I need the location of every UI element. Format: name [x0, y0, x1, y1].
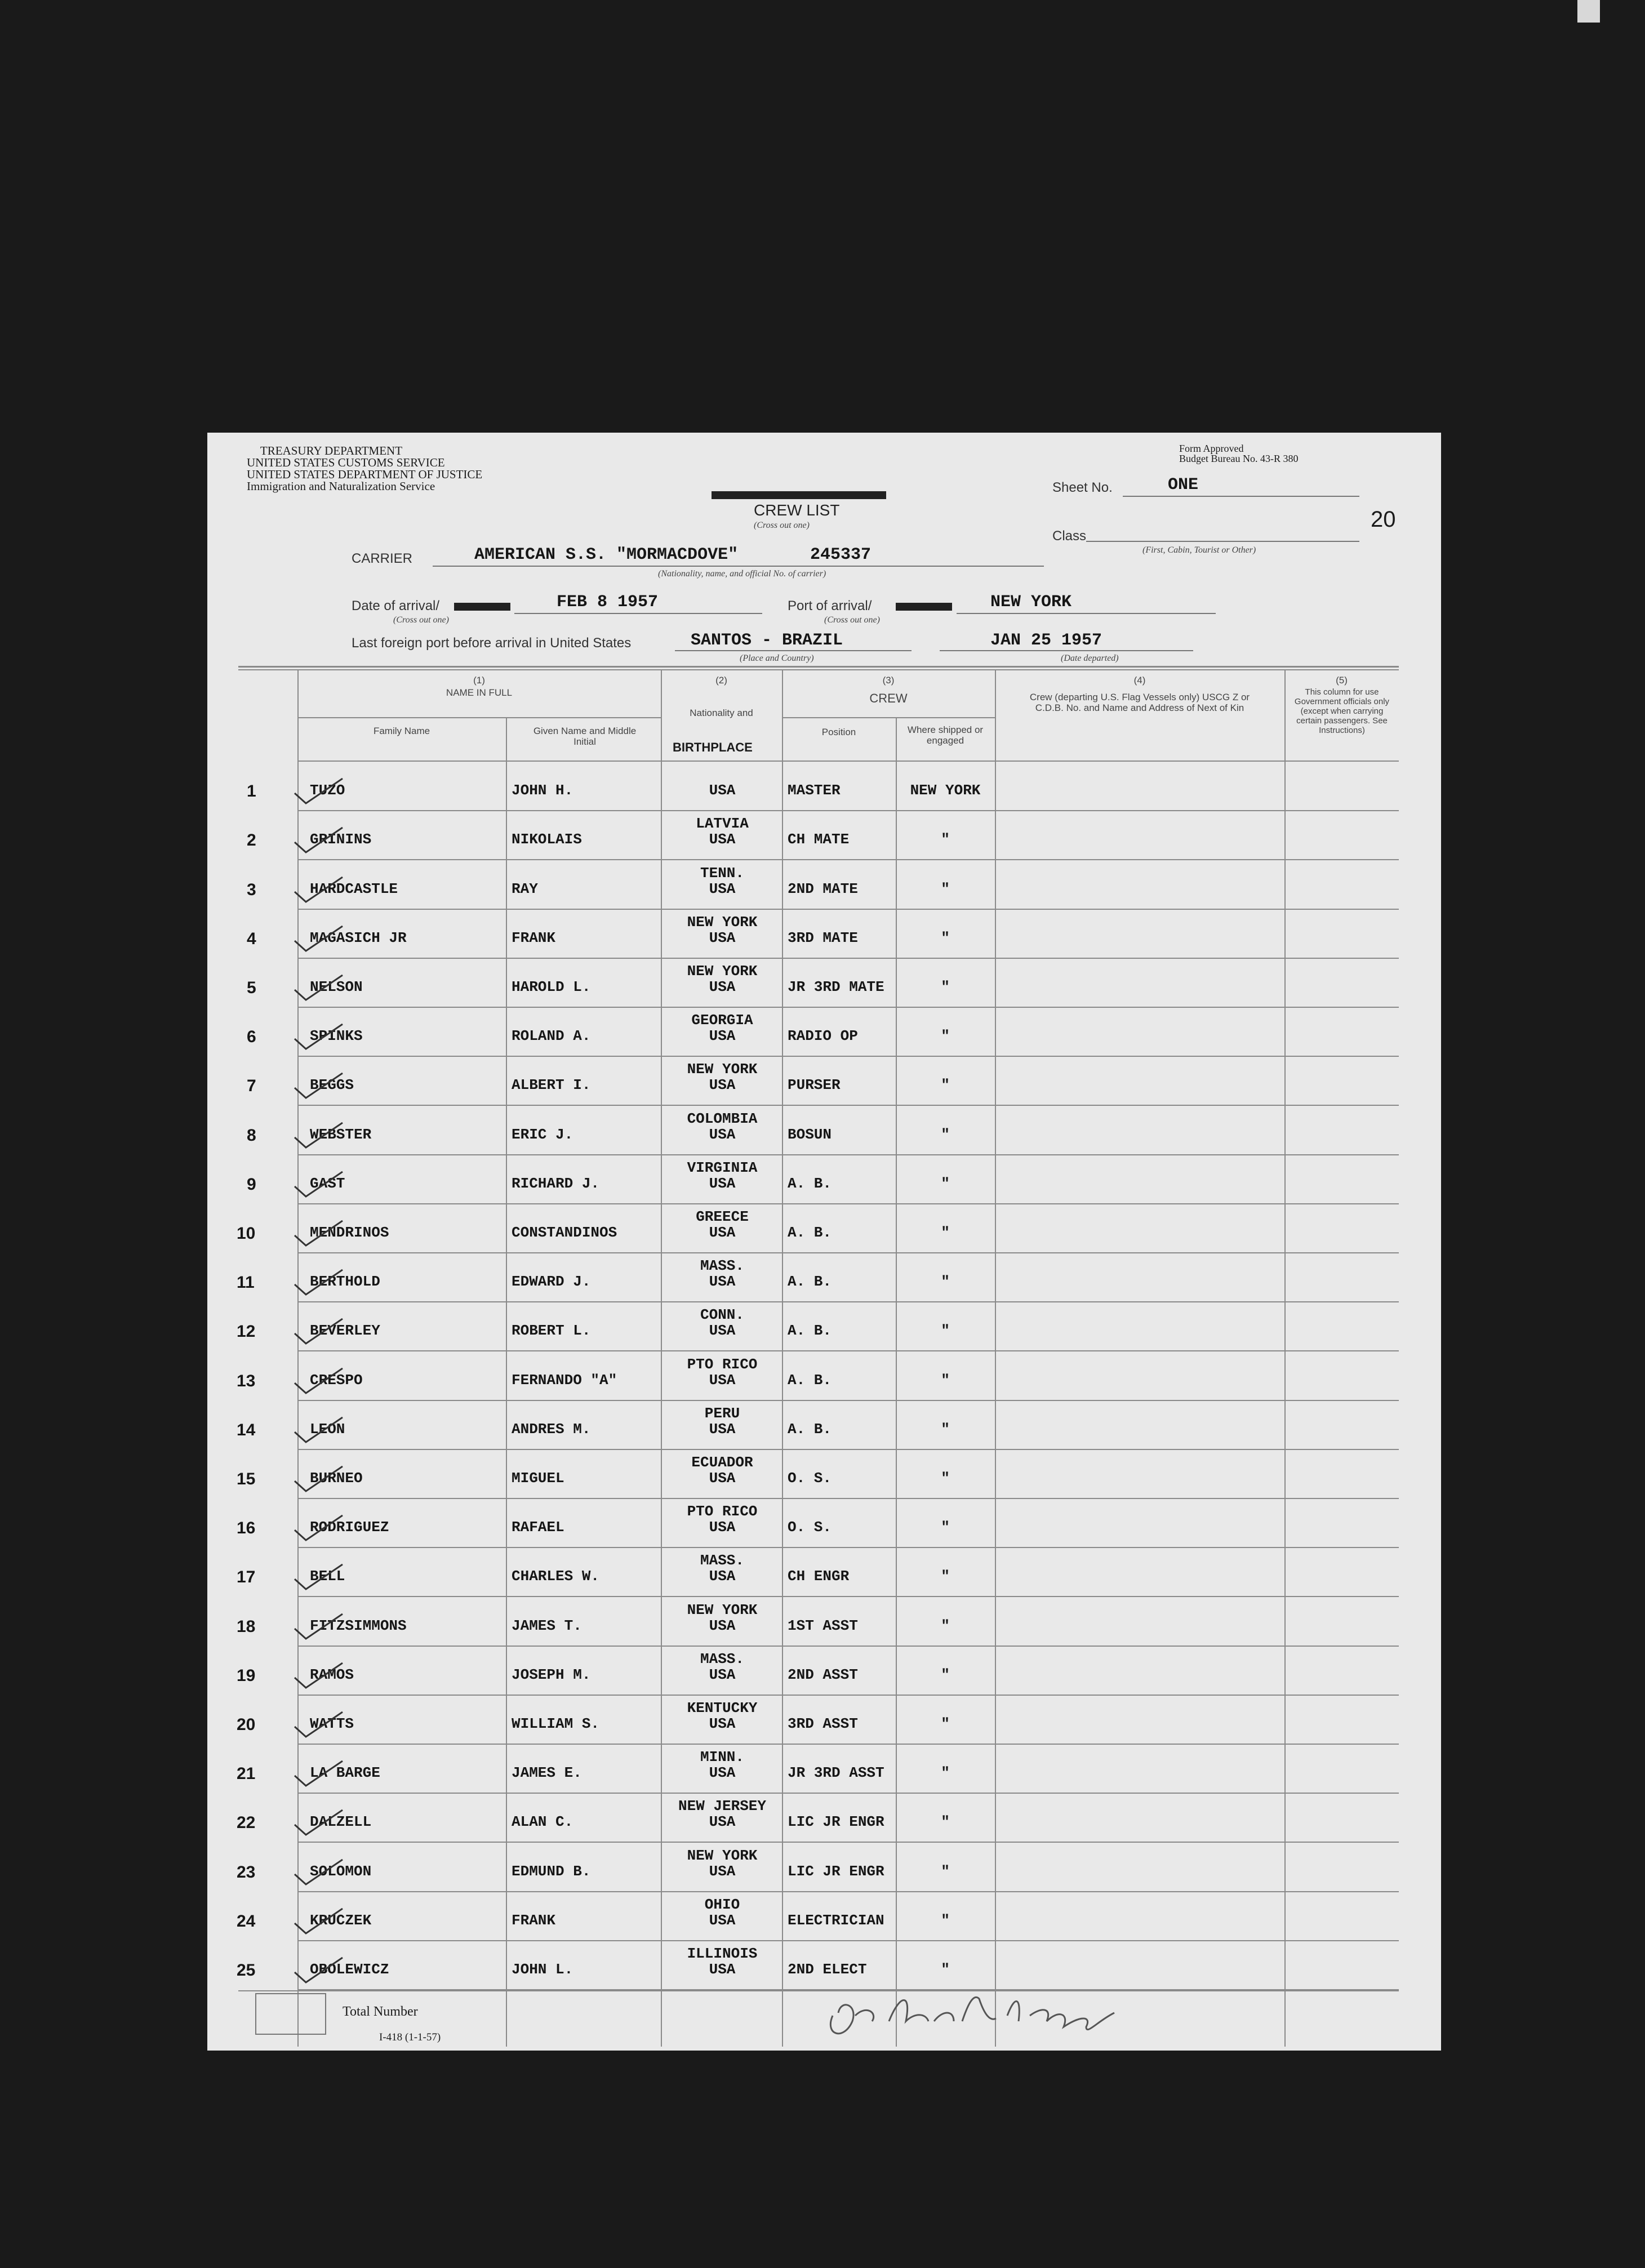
row-rule [297, 1646, 1399, 1647]
col-divider [661, 669, 662, 2047]
birthplace-line1: GEORGIA [691, 1012, 753, 1029]
where-shipped: " [941, 1077, 950, 1094]
where-shipped: " [941, 1911, 950, 1929]
given-name: EDWARD J. [512, 1273, 591, 1291]
row-number: 17 [237, 1568, 256, 1587]
birthplace-line2: USA [709, 1568, 736, 1585]
family-name: TUZO [310, 782, 345, 799]
arrival-port-redaction [896, 603, 952, 611]
given-name: CHARLES W. [512, 1568, 600, 1585]
row-number: 11 [237, 1273, 255, 1292]
where-shipped: " [941, 880, 950, 897]
dept-line: Immigration and Naturalization Service [247, 479, 435, 493]
position: A. B. [788, 1322, 832, 1340]
family-name: MAGASICH JR [310, 929, 407, 946]
table-top-rule-2 [238, 669, 1399, 670]
given-name: RICHARD J. [512, 1175, 600, 1192]
given-name: NIKOLAIS [512, 831, 582, 848]
birthplace-line1: NEW YORK [687, 913, 758, 931]
given-name: ROBERT L. [512, 1322, 591, 1340]
position: O. S. [788, 1519, 832, 1536]
col-divider [995, 669, 996, 2047]
page-title: CREW LIST [754, 501, 840, 519]
col-divider [506, 717, 507, 2047]
position: LIC JR ENGR [788, 1862, 884, 1880]
sheet-label: Sheet No. [1052, 480, 1113, 495]
family-name: FITZSIMMONS [310, 1617, 407, 1634]
where-shipped: " [941, 1371, 950, 1389]
position-header: Position [821, 727, 856, 737]
where-shipped: " [941, 1028, 950, 1045]
where-shipped: " [941, 1568, 950, 1585]
position: CH ENGR [788, 1568, 850, 1585]
given-name: JOSEPH M. [512, 1666, 591, 1683]
given-name: JOHN H. [512, 782, 573, 799]
birthplace-line2: USA [709, 1470, 736, 1487]
given-name: ANDRES M. [512, 1420, 591, 1438]
title-strike [712, 491, 886, 499]
birthplace-line2: USA [709, 1519, 736, 1536]
position: A. B. [788, 1175, 832, 1192]
name-header-rule [297, 717, 661, 718]
birthplace-line1: MASS. [700, 1650, 744, 1667]
where-shipped-header: Where shipped or engaged [907, 724, 984, 746]
birthplace-line1: PTO RICO [687, 1355, 758, 1373]
row-number: 6 [247, 1028, 256, 1047]
position: 2ND ELECT [788, 1961, 867, 1978]
row-rule [297, 1105, 1399, 1106]
where-shipped: " [941, 1617, 950, 1634]
birthplace-line1: NEW YORK [687, 1061, 758, 1078]
where-shipped: " [941, 1666, 950, 1683]
birthplace-line2: USA [709, 1224, 736, 1241]
row-number: 10 [237, 1224, 256, 1243]
carrier-label: CARRIER [352, 551, 413, 566]
birthplace-line2: USA [709, 831, 736, 848]
row-number: 13 [237, 1371, 256, 1390]
birthplace-line2: USA [709, 880, 736, 897]
col4-title: Crew (departing U.S. Flag Vessels only) USCG Z or C.D.B. No. and Name and Address of Next of Kin [1029, 692, 1250, 713]
family-name: WEBSTER [310, 1126, 372, 1143]
row-number: 18 [237, 1617, 256, 1636]
birthplace-line1: MINN. [700, 1749, 744, 1766]
birthplace-line2: USA [709, 1862, 736, 1880]
row-rule [297, 1203, 1399, 1204]
last-port-note: (Place and Country) [740, 653, 814, 663]
departed-value: JAN 25 1957 [990, 631, 1102, 650]
where-shipped: " [941, 1764, 950, 1782]
birthplace-line1: PTO RICO [687, 1503, 758, 1520]
birthplace-line2: USA [709, 1617, 736, 1634]
where-shipped: " [941, 1813, 950, 1831]
given-name: ERIC J. [512, 1126, 573, 1143]
row-rule [297, 1056, 1399, 1057]
position: A. B. [788, 1371, 832, 1389]
birthplace-line1: TENN. [700, 864, 744, 882]
row-number: 14 [237, 1420, 256, 1439]
row-rule [297, 1940, 1399, 1941]
row-rule [297, 1301, 1399, 1302]
birthplace-line1: NEW YORK [687, 963, 758, 980]
given-name: MIGUEL [512, 1470, 564, 1487]
row-rule [297, 1842, 1399, 1843]
birthplace-line2: USA [709, 1322, 736, 1340]
row-rule [297, 1744, 1399, 1745]
given-name: CONSTANDINOS [512, 1224, 617, 1241]
birthplace-line1: COLOMBIA [687, 1110, 758, 1127]
form-approved: Form Approved [1179, 443, 1244, 454]
row-rule [297, 1547, 1399, 1548]
arrival-date-redaction [454, 603, 510, 611]
where-shipped: " [941, 1715, 950, 1732]
dept-line: UNITED STATES CUSTOMS SERVICE [247, 456, 445, 469]
birthplace-line1: MASS. [700, 1257, 744, 1275]
family-name: BERTHOLD [310, 1273, 380, 1291]
row-rule [297, 1891, 1399, 1892]
arrival-date-note: (Cross out one) [393, 615, 449, 625]
crew-header-rule [782, 717, 995, 718]
col-divider [297, 669, 299, 2047]
where-shipped: " [941, 929, 950, 946]
birthplace-line2: USA [709, 1077, 736, 1094]
row-rule [297, 1695, 1399, 1696]
class-note: (First, Cabin, Tourist or Other) [1142, 545, 1256, 555]
row-number: 20 [237, 1715, 256, 1734]
where-shipped: " [941, 979, 950, 995]
birthplace-line1: NEW YORK [687, 1601, 758, 1618]
arrival-date-label: Date of arrival/ [352, 598, 440, 613]
position: A. B. [788, 1224, 832, 1241]
position: RADIO OP [788, 1028, 858, 1045]
arrival-port-underline [957, 613, 1216, 614]
given-name: FRANK [512, 1911, 556, 1929]
family-name: SOLOMON [310, 1862, 372, 1880]
row-number: 3 [247, 880, 256, 899]
position: 2ND ASST [788, 1666, 858, 1683]
departed-note: (Date departed) [1061, 653, 1119, 663]
position: MASTER [788, 782, 841, 799]
given-name: WILLIAM S. [512, 1715, 600, 1732]
page-number: 20 [1371, 507, 1396, 532]
birthplace-line1: VIRGINIA [687, 1159, 758, 1176]
inspector-signature [821, 1982, 1137, 2044]
row-number: 4 [247, 929, 256, 948]
col1-title: NAME IN FULL [446, 687, 513, 698]
family-name: KRUCZEK [310, 1911, 372, 1929]
birthplace-line2: USA [709, 1175, 736, 1192]
given-name: ALAN C. [512, 1813, 573, 1831]
birthplace-line2: USA [709, 1028, 736, 1045]
given-name: JOHN L. [512, 1961, 573, 1978]
row-number: 16 [237, 1519, 256, 1538]
family-name: OBOLEWICZ [310, 1961, 389, 1978]
row-rule [297, 1252, 1399, 1253]
row-number: 25 [237, 1961, 256, 1980]
arrival-port-note: (Cross out one) [824, 615, 880, 625]
birthplace-line2: USA [709, 929, 736, 946]
birthplace-line1: MASS. [700, 1552, 744, 1569]
crew-list-document [207, 433, 1441, 2051]
family-name: HARDCASTLE [310, 880, 398, 897]
total-number-label: Total Number [343, 2004, 418, 2019]
family-name: LA BARGE [310, 1764, 380, 1782]
last-port-underline [675, 650, 912, 651]
col1-num: (1) [473, 675, 485, 686]
given-name: FERNANDO "A" [512, 1371, 617, 1389]
table-bottom-rule [238, 1990, 1399, 1991]
given-name: JAMES E. [512, 1764, 582, 1782]
film-corner-mark [1577, 0, 1600, 23]
family-name: GAST [310, 1175, 345, 1192]
where-shipped: " [941, 1322, 950, 1340]
row-number: 2 [247, 831, 256, 850]
where-shipped: NEW YORK [910, 782, 981, 799]
table-top-rule [238, 666, 1399, 668]
departed-underline [940, 650, 1193, 651]
department-block [247, 444, 483, 493]
col4-num: (4) [1133, 675, 1146, 686]
birthplace-line2: USA [709, 782, 736, 799]
where-shipped: " [941, 1519, 950, 1536]
col-divider [782, 669, 783, 2047]
birthplace-line1: NEW JERSEY [678, 1798, 767, 1815]
position: 3RD MATE [788, 929, 858, 946]
dept-line: UNITED STATES DEPARTMENT OF JUSTICE [247, 468, 483, 481]
family-name: BURNEO [310, 1470, 363, 1487]
form-number: I-418 (1-1-57) [379, 2031, 441, 2043]
last-port-label: Last foreign port before arrival in United States [352, 635, 632, 651]
sheet-underline [1123, 496, 1359, 497]
birthplace-line2: USA [709, 1273, 736, 1291]
position: A. B. [788, 1420, 832, 1438]
birthplace-line1: CONN. [700, 1306, 744, 1324]
col2-num: (2) [715, 675, 727, 686]
budget-bureau: Budget Bureau No. 43-R 380 [1179, 453, 1299, 464]
birthplace-line2: USA [709, 1666, 736, 1683]
row-rule [297, 1154, 1399, 1155]
position: 2ND MATE [788, 880, 858, 897]
row-rule [297, 859, 1399, 860]
family-name: BEVERLEY [310, 1322, 380, 1340]
row-number: 15 [237, 1470, 256, 1488]
row-rule [297, 1793, 1399, 1794]
row-number: 19 [237, 1666, 256, 1685]
col3-num: (3) [882, 675, 895, 686]
carrier-value: AMERICAN S.S. "MORMACDOVE" [474, 545, 739, 564]
family-name: CRESPO [310, 1371, 363, 1389]
class-label: Class [1052, 528, 1087, 544]
arrival-port-value: NEW YORK [990, 593, 1072, 612]
position: 1ST ASST [788, 1617, 858, 1634]
row-rule [297, 1449, 1399, 1450]
carrier-note: (Nationality, name, and official No. of carrier) [658, 569, 826, 579]
birthplace-line2: USA [709, 979, 736, 995]
given-name: JAMES T. [512, 1617, 582, 1634]
position: BOSUN [788, 1126, 832, 1143]
position: O. S. [788, 1470, 832, 1487]
birthplace-line2: USA [709, 1715, 736, 1732]
birthplace-line1: OHIO [704, 1896, 740, 1913]
family-name: RODRIGUEZ [310, 1519, 389, 1536]
sheet-value: ONE [1168, 475, 1199, 495]
birthplace-line2: USA [709, 1961, 736, 1978]
row-rule [297, 1498, 1399, 1499]
where-shipped: " [941, 1420, 950, 1438]
row-number: 23 [237, 1862, 256, 1882]
where-shipped: " [941, 1175, 950, 1192]
birthplace-line2: USA [709, 1764, 736, 1782]
birthplace-line1: GREECE [696, 1208, 749, 1225]
birthplace-line1: PERU [704, 1404, 740, 1422]
position: JR 3RD MATE [788, 979, 884, 995]
row-number: 9 [247, 1175, 256, 1194]
row-rule [297, 1596, 1399, 1597]
carrier-number: 245337 [810, 545, 872, 564]
where-shipped: " [941, 1961, 950, 1978]
row-rule [297, 909, 1399, 910]
row-rule [297, 1350, 1399, 1351]
where-shipped: " [941, 1224, 950, 1241]
birthplace-line2: USA [709, 1420, 736, 1438]
carrier-underline [433, 566, 1044, 567]
total-number-box [255, 1993, 326, 2035]
family-name: MENDRINOS [310, 1224, 389, 1241]
title-note: (Cross out one) [754, 521, 810, 530]
where-shipped: " [941, 1126, 950, 1143]
arrival-date-value: FEB 8 1957 [557, 593, 659, 612]
birthplace-line1: LATVIA [696, 815, 749, 833]
family-name-header: Family Name [373, 726, 430, 736]
row-rule [297, 1007, 1399, 1008]
family-name: NELSON [310, 979, 363, 995]
birthplace-header: BIRTHPLACE [673, 740, 753, 754]
given-name: RAY [512, 880, 538, 897]
given-name: ROLAND A. [512, 1028, 591, 1045]
col-divider [1284, 669, 1286, 2047]
arrival-port-label: Port of arrival/ [788, 598, 872, 613]
row-number: 21 [237, 1764, 256, 1784]
birthplace-line2: USA [709, 1371, 736, 1389]
dept-line: TREASURY DEPARTMENT [260, 444, 403, 457]
family-name: WATTS [310, 1715, 354, 1732]
col5-num: (5) [1336, 675, 1348, 686]
row-number: 7 [247, 1077, 256, 1096]
given-name: RAFAEL [512, 1519, 564, 1536]
where-shipped: " [941, 1862, 950, 1880]
row-number: 1 [247, 782, 256, 801]
crew-header: CREW [869, 691, 908, 705]
family-name: RAMOS [310, 1666, 354, 1683]
given-name: ALBERT I. [512, 1077, 591, 1094]
position: LIC JR ENGR [788, 1813, 884, 1831]
row-number: 22 [237, 1813, 256, 1833]
family-name: DALZELL [310, 1813, 372, 1831]
row-number: 12 [237, 1322, 256, 1341]
where-shipped: " [941, 831, 950, 848]
position: PURSER [788, 1077, 841, 1094]
birthplace-line2: USA [709, 1911, 736, 1929]
arrival-date-underline [514, 613, 762, 614]
family-name: BEGGS [310, 1077, 354, 1094]
row-rule [297, 958, 1399, 959]
col5-title: This column for use Government officials only (except when carrying certain passengers. See Instructions) [1294, 687, 1390, 735]
nationality-header: Nationality and [690, 708, 753, 718]
position: JR 3RD ASST [788, 1764, 884, 1782]
header-bottom-rule [297, 761, 1399, 762]
position: ELECTRICIAN [788, 1911, 884, 1929]
birthplace-line1: ILLINOIS [687, 1945, 758, 1962]
family-name: BELL [310, 1568, 345, 1585]
last-port-value: SANTOS - BRAZIL [691, 631, 843, 650]
class-underline [1086, 541, 1359, 542]
family-name: GRININS [310, 831, 372, 848]
position: 3RD ASST [788, 1715, 858, 1732]
row-number: 8 [247, 1126, 256, 1145]
given-name-header: Given Name and Middle Initial [533, 726, 637, 747]
row-number: 24 [237, 1911, 256, 1931]
family-name: SPINKS [310, 1028, 363, 1045]
birthplace-line1: KENTUCKY [687, 1700, 758, 1716]
birthplace-line2: USA [709, 1813, 736, 1831]
birthplace-line1: NEW YORK [687, 1847, 758, 1864]
row-rule [297, 810, 1399, 811]
birthplace-line2: USA [709, 1126, 736, 1143]
where-shipped: " [941, 1273, 950, 1291]
given-name: EDMUND B. [512, 1862, 591, 1880]
position: CH MATE [788, 831, 850, 848]
where-shipped: " [941, 1470, 950, 1487]
given-name: HAROLD L. [512, 979, 591, 995]
birthplace-line1: ECUADOR [691, 1454, 753, 1471]
row-number: 5 [247, 979, 256, 997]
row-rule [297, 1400, 1399, 1401]
position: A. B. [788, 1273, 832, 1291]
family-name: LEON [310, 1420, 345, 1438]
given-name: FRANK [512, 929, 556, 946]
